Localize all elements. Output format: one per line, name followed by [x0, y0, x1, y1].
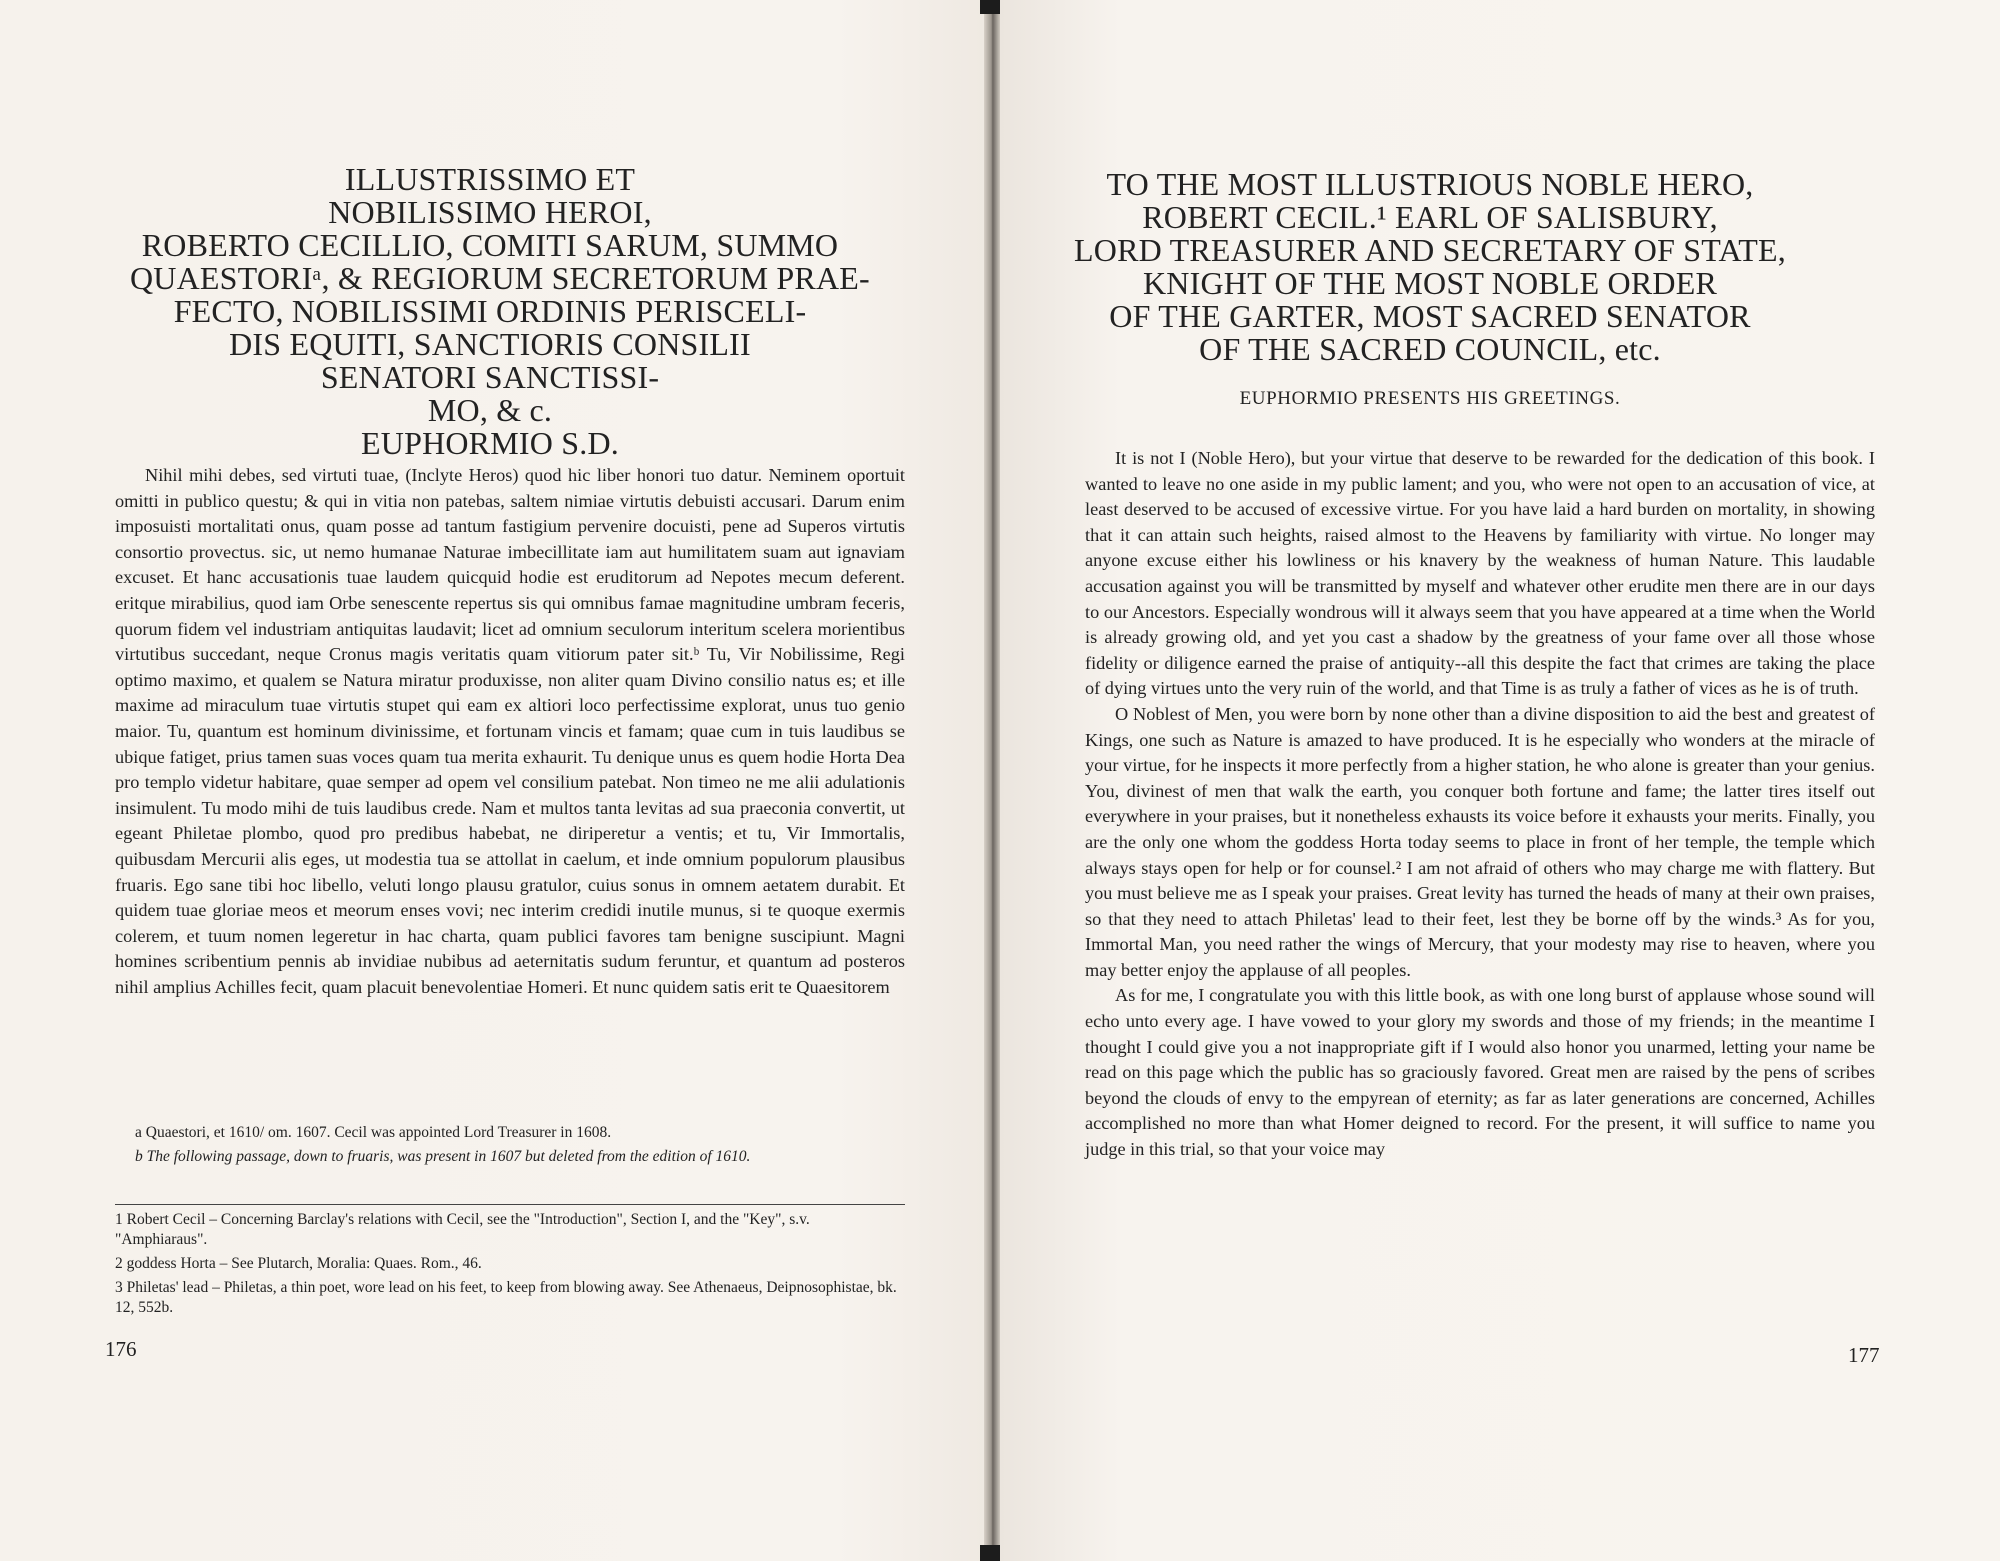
variant-notes [135, 1123, 905, 1167]
heading-line: FECTO, NOBILISSIMI ORDINIS PERISCELI- [173, 293, 807, 329]
heading-line: LORD TREASURER AND SECRETARY OF STATE, [1074, 232, 1786, 268]
heading-line: ILLUSTRISSIMO ET [344, 161, 636, 197]
page-number-right: 177 [1848, 1343, 1880, 1367]
footnote-divider [115, 1204, 905, 1205]
variant-note: a Quaestori, et 1610/ om. 1607. Cecil was appointed Lord Treasurer in 1608. [135, 1124, 612, 1141]
english-body-text [1085, 446, 1875, 1163]
variant-note: b The following passage, down to fruaris, was present in 1607 but deleted from the edition of 1610. [135, 1148, 751, 1165]
footnote: 3 Philetas' lead – Philetas, a thin poet, wore lead on his feet, to keep from blowing away. See Athenaeus, Deipnosophistae, bk. 12, 552b. [115, 1279, 897, 1316]
heading-line: MO, & c. [427, 392, 553, 428]
book-gutter [984, 0, 1000, 1561]
english-dedication-heading [1060, 168, 1800, 366]
left-page [0, 0, 985, 1561]
footnote: 2 goddess Horta – See Plutarch, Moralia: Quaes. Rom., 46. [115, 1255, 482, 1272]
footnotes [115, 1210, 905, 1318]
greeting-subheading: EUPHORMIO PRESENTS HIS GREETINGS. [1239, 388, 1621, 409]
heading-line: KNIGHT OF THE MOST NOBLE ORDER [1142, 265, 1718, 301]
english-paragraph: As for me, I congratulate you with this little book, as with one long burst of applause whose sound will echo unto every age. I have vowed to your glory my swords and those of my friends; in the meantime I thought I could give you a not inappropriate gift if I would also honor you unarmed, letting your name be read on this page which the public has so graciously favored. Great men are raised by the pens of scribes beyond the clouds of envy to the empyrean of eternity; as far as later generations are concerned, Achilles accomplished no more than what Homer deigned to record. For the present, it will suffice to name you judge in this trial, so that your voice may [1085, 985, 1875, 1160]
latin-paragraph: Nihil mihi debes, sed virtuti tuae, (Inclyte Heros) quod hic liber honori tuo datur. Neminem oportuit omitti in publico questu; & qui in vitia non patebas, saltem nimiae virtutis debuisti accusari. Darum enim imposuisti mortalitati onus, quam posse ad tantum fastigium pervenire docuisti, pene ad Superos virtutis consortio provectus. sic, ut nemo humanae Naturae imbecillitate iam aut humilitatem suam aut ignaviam excuset. Et hanc accusationis tuae laudem quicquid hodie est eruditorum ad Nepotes mecum deferent. eritque mirabilius, quod iam Orbe senescente repertus sis qui omnibus famae magnitudine umbram feceris, quorum fidem vel industriam antiquitas laudavit; licet ad omnium seculorum interitum scelera morientibus virtutibus succedant, neque Cronus magis veritatis quam vitiorum pater sit.ᵇ Tu, Vir Nobilissime, Regi optimo maximo, et qualem se Natura miratur produxisse, non aliter quam Divino consilio natus es; et ille maxime ad miraculum tuae virtutis stupet qui eam ex altiori loco perfectissime explorat, unus tuo genio maior. Tu, quantum est hominum divinissime, et fortunam vincis et famam; quae cum in tuis laudibus se ubique fatiget, prius tamen suas voces quam tua merita exhaurit. Tu denique unus es quem hodie Horta Dea pro templo videtur habitare, quae semper ad opem vel consilium patebat. Non timeo ne me alii adulationis insimulent. Tu modo mihi de tuis laudibus crede. Nam et multos tanta levitas ad sua praeconia convertit, ut egeant Philetae plombo, quod pro predibus habebat, ne diriperetur a ventis; et tu, Vir Immortalis, quibusdam Mercurii alis eges, ut modestia tua se attollat in caelum, et inde omnium populorum plausibus fruaris. Ego sane tibi hoc libello, veluti longo plausu gratulor, cuius sonus in omnem aetatem durabit. Et quidem tuae gloriae meos et meorum enses vovi; nec interim credidi inutile munus, si te quoque exermis colerem, et tuum nomen legeretur in hac charta, quam publici favores tam benigne suscipiunt. Magni homines scribentium pennis ab invidiae nubibus ad aeternitatis sudum feruntur, et quantum ad posteros nihil amplius Achilles fecit, quam placuit benevolentiae Homeri. Et nunc quidem satis erit te Quaesitorem [115, 465, 905, 997]
english-paragraph: O Noblest of Men, you were born by none other than a divine disposition to aid the best and greatest of Kings, one such as Nature is amazed to have produced. It is he especially who wonders at the miracle of your virtue, for he inspects it more perfectly from a higher station, he who alone is greater than your genius. You, divinest of men that walk the earth, you conquer both fortune and fame; the latter tires itself out everywhere in your praises, but it nonetheless exhausts its voice before it exhausts your merits. Finally, you are the only one whom the goddess Horta today seems to place in front of her temple, the temple which always stays open for help or for counsel.² I am not afraid of others who may charge me with flattery. But you must believe me as I speak your praises. Great levity has turned the heads of many at their own praises, so that they need to attach Philetas' lead to their feet, lest they be borne off by the winds.³ As for you, Immortal Man, you need rather the wings of Mercury, that your modesty may rise to heaven, where you may better enjoy the applause of all peoples. [1085, 703, 1875, 980]
english-paragraph: It is not I (Noble Hero), but your virtue that deserve to be rewarded for the dedication of this book. I wanted to leave no one aside in my public lament; and you, who were not open to an accusation of vice, at least deserved to be accused of excessive virtue. For you have laid a hard burden on mortality, in showing that it can attain such heights, raised almost to the Heavens by familiarity with virtue. No longer may anyone excuse either his lowliness or his knavery by the weakness of human Nature. This laudable accusation against you will be transmitted by myself and whatever other erudite men there are in our days to our Ancestors. Especially wondrous will it always seem that you have appeared at a time when the World is already growing old, and yet you cast a shadow by the greatness of your fame over all those whose fidelity or diligence earned the praise of antiquity--all this despite the fact that crimes are taking the place of dying virtues unto the very ruin of the world, and that Time is as truly a father of vices as he is of truth. [1085, 448, 1875, 699]
heading-line: OF THE SACRED COUNCIL, etc. [1199, 331, 1661, 367]
latin-body-text [115, 463, 905, 1000]
heading-line: SENATORI SANCTISSI- [320, 359, 660, 395]
heading-line: EUPHORMIO S.D. [361, 425, 619, 461]
page-number-left: 176 [105, 1337, 137, 1361]
latin-dedication-heading [130, 161, 870, 461]
heading-line: DIS EQUITI, SANCTIORIS CONSILII [229, 326, 751, 362]
heading-line: TO THE MOST ILLUSTRIOUS NOBLE HERO, [1106, 166, 1754, 202]
heading-line: NOBILISSIMO HEROI, [328, 194, 652, 230]
heading-line: OF THE GARTER, MOST SACRED SENATOR [1109, 298, 1751, 334]
heading-line: ROBERTO CECILLIO, COMITI SARUM, SUMMO [141, 227, 839, 263]
footnote: 1 Robert Cecil – Concerning Barclay's relations with Cecil, see the "Introduction", Section I, and the "Key", s.v. "Amphiaraus". [115, 1211, 810, 1248]
heading-line: ROBERT CECIL.¹ EARL OF SALISBURY, [1142, 199, 1718, 235]
heading-line: QUAESTORIᵃ, & REGIORUM SECRETORUM PRAE- [130, 260, 870, 296]
